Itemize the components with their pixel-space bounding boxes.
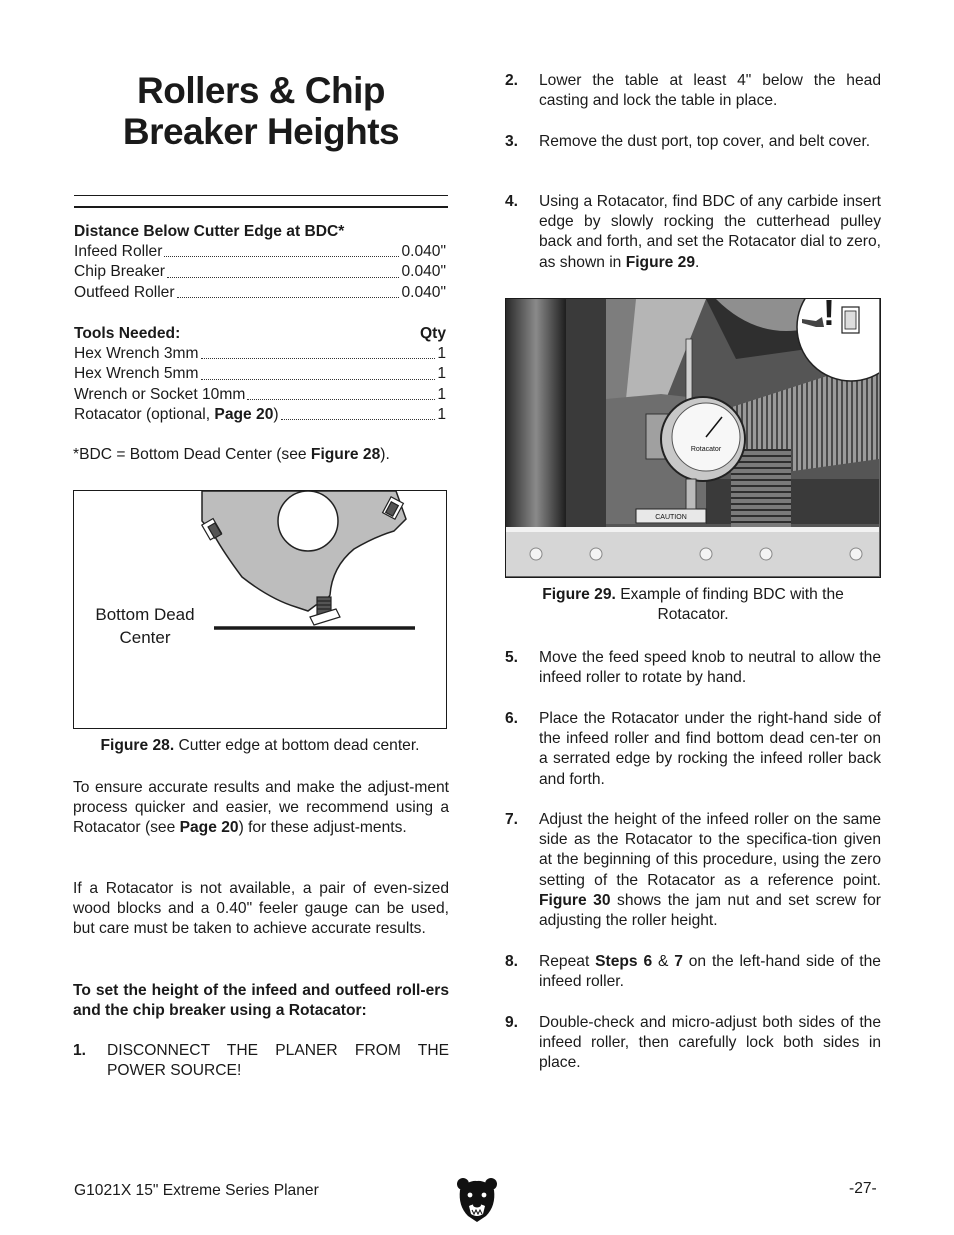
cutterhead-bore xyxy=(278,491,338,551)
figure-29-link[interactable]: Figure 29 xyxy=(625,253,696,271)
figure-30-link[interactable]: Figure 30 xyxy=(539,891,611,909)
procedure-heading: To set the height of the infeed and outfeed roll-ers and the chip breaker using a Rotacator: xyxy=(73,982,449,1020)
step-9: 9. Double-check and micro-adjust both sides of the infeed roller, then carefully lock both sides in place. xyxy=(505,1014,881,1072)
tool-row: Hex Wrench 5mm 1 xyxy=(74,365,446,383)
bdc-label: Bottom Dead Center xyxy=(95,605,195,647)
footer-model: G1021X 15" Extreme Series Planer xyxy=(74,1182,319,1199)
page-title-line2: Breaker Heights xyxy=(122,111,400,152)
dial-brand-label: Rotacator xyxy=(690,446,722,453)
rotacator-photo xyxy=(506,299,879,576)
step-1: 1. DISCONNECT THE PLANER FROM THE POWER SOURCE! xyxy=(73,1042,449,1080)
distance-heading: Distance Below Cutter Edge at BDC* xyxy=(74,222,345,240)
figure-28-link[interactable]: Figure 28 xyxy=(310,446,381,463)
step-3: 3. Remove the dust port, top cover, and belt cover. xyxy=(505,133,871,150)
figure-29 xyxy=(505,298,881,578)
step-6: 6. Place the Rotacator under the right-hand side of the infeed roller and find bottom dead cen-ter on a serrated edge by rocking the infeed roller back and forth. xyxy=(505,710,881,788)
figure-28-caption: Figure 28. Cutter edge at bottom dead center. xyxy=(100,737,420,754)
tool-row: Rotacator (optional, Page 20) 1 xyxy=(74,405,446,423)
figure-28 xyxy=(73,490,447,729)
spec-row-outfeed: Outfeed Roller 0.040" xyxy=(74,283,446,301)
page-title-line1: Rollers & Chip xyxy=(137,70,385,111)
tool-row: Hex Wrench 3mm 1 xyxy=(74,345,446,363)
warning-icon: ! xyxy=(823,298,835,333)
bdc-note: *BDC = Bottom Dead Center (see Figure 28). xyxy=(73,446,390,463)
alternate-method-paragraph: If a Rotacator is not available, a pair of even-sized wood blocks and a 0.40" feeler gauge can be used, but care must be taken to achieve accurate results. xyxy=(73,880,449,938)
step-4: 4. Using a Rotacator, find BDC of any carbide insert edge by slowly rocking the cutterhead pulley back and forth, and set the Rotacator dial to zero, as shown in Figure 29. xyxy=(505,193,881,271)
distance-spec xyxy=(74,222,446,303)
tool-row: Wrench or Socket 10mm 1 xyxy=(74,385,446,403)
step-7: 7. Adjust the height of the infeed roller on the same side as the Rotacator to the specifica-tion given at the beginning of this procedure, using the zero setting of the Rotacator as a reference point. Figure 30 shows the jam nut and set screw for adjusting the roller height. xyxy=(505,811,881,930)
divider-top xyxy=(74,195,448,196)
page-20-link[interactable]: Page 20 xyxy=(214,405,274,423)
caution-label: CAUTION xyxy=(655,514,687,521)
step-8: 8. Repeat Steps 6 & 7 on the left-hand side of the infeed roller. xyxy=(505,953,881,991)
bear-logo xyxy=(456,1176,498,1228)
page-title xyxy=(74,70,448,152)
spec-row-infeed: Infeed Roller 0.040" xyxy=(74,243,446,261)
page-20-link[interactable]: Page 20 xyxy=(179,819,239,837)
divider-bottom xyxy=(74,206,448,208)
step-5: 5. Move the feed speed knob to neutral to allow the infeed roller to rotate by hand. xyxy=(505,649,881,687)
intro-paragraph: To ensure accurate results and make the adjust-ment process quicker and easier, we recommend using a Rotacator (see Page 20) for these adjust-ments. xyxy=(73,779,449,837)
spec-row-chip-breaker: Chip Breaker 0.040" xyxy=(74,263,446,281)
step-2: 2. Lower the table at least 4" below the head casting and lock the table in place. xyxy=(505,72,881,110)
tools-list xyxy=(74,324,446,425)
tools-heading: Tools Needed: Qty xyxy=(74,324,446,342)
figure-29-caption: Figure 29. Example of finding BDC with the Rotacator. xyxy=(542,586,844,624)
page-number: -27- xyxy=(849,1180,877,1197)
